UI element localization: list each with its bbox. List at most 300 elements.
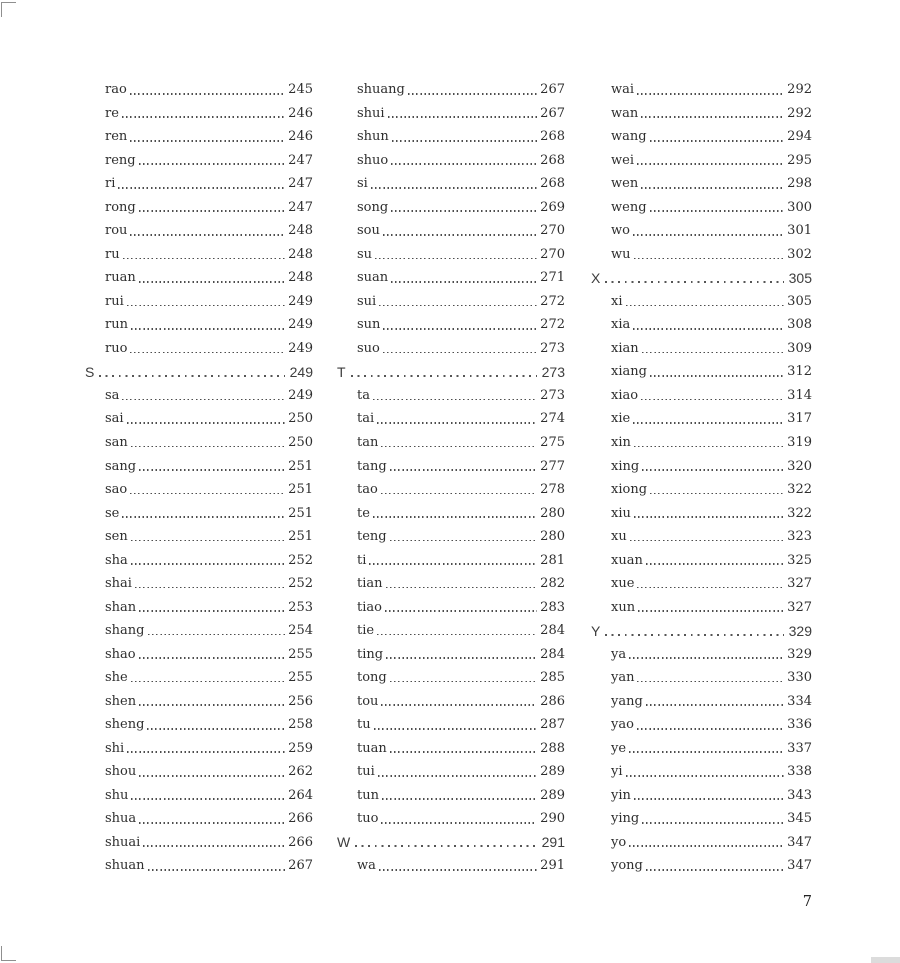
toc-entry-row — [337, 243, 565, 267]
toc-page-ref: 247 — [288, 199, 313, 215]
dot-leader — [408, 93, 537, 95]
dot-leader — [375, 258, 537, 260]
toc-label: tong — [357, 670, 387, 686]
toc-page-ref: 249 — [288, 293, 313, 309]
dot-leader — [378, 775, 537, 777]
dot-leader — [390, 469, 538, 471]
toc-entry-row — [85, 78, 313, 102]
toc-entry-row — [337, 102, 565, 126]
toc-label: suo — [357, 340, 380, 356]
toc-page-ref: 268 — [540, 152, 565, 168]
toc-entry-row — [591, 501, 812, 525]
toc-entry-row — [591, 595, 812, 619]
toc-label: tan — [357, 434, 379, 450]
toc-page-ref: 292 — [787, 82, 812, 98]
toc-page-ref: 291 — [541, 834, 565, 851]
dot-leader — [629, 751, 784, 753]
toc-entry-row — [85, 689, 313, 713]
toc-label: xuan — [611, 552, 643, 568]
toc-entry-row — [85, 642, 313, 666]
toc-page-ref: 277 — [540, 458, 565, 474]
toc-label: shun — [357, 129, 389, 145]
dot-leader — [131, 563, 285, 565]
toc-label: xiang — [611, 364, 647, 380]
toc-entry-row — [85, 807, 313, 831]
toc-label: shen — [105, 693, 137, 709]
dot-leader — [630, 540, 784, 542]
toc-page-ref: 270 — [540, 246, 565, 262]
toc-label: shai — [105, 576, 132, 592]
dot-leader — [351, 375, 537, 377]
dot-leader — [127, 305, 285, 307]
toc-page-ref: 273 — [540, 387, 565, 403]
toc-entry-row — [337, 78, 565, 102]
dot-leader — [642, 469, 784, 471]
toc-entry-row — [337, 337, 565, 361]
dot-leader — [369, 563, 537, 565]
dot-leader — [135, 587, 285, 589]
dot-leader — [641, 187, 784, 189]
dot-leader — [637, 93, 784, 95]
dot-leader — [148, 869, 286, 871]
toc-entry-row — [337, 478, 565, 502]
toc-page-ref: 251 — [288, 458, 313, 474]
toc-entry-row — [85, 854, 313, 878]
dot-leader — [374, 728, 538, 730]
toc-label: shua — [105, 811, 137, 827]
toc-label: xia — [611, 317, 631, 333]
dot-leader — [637, 587, 784, 589]
toc-entry-row — [85, 290, 313, 314]
toc-label: wen — [611, 176, 639, 192]
toc-page-ref: 249 — [288, 317, 313, 333]
dot-leader — [650, 140, 785, 142]
dot-leader — [379, 305, 537, 307]
toc-entry-row — [337, 619, 565, 643]
toc-entry-row — [591, 783, 812, 807]
toc-label: su — [357, 246, 373, 262]
toc-page-ref: 347 — [787, 834, 812, 850]
toc-label: sui — [357, 293, 377, 309]
toc-entry-row — [85, 525, 313, 549]
toc-label: wei — [611, 152, 634, 168]
toc-section-row — [337, 831, 565, 855]
toc-entry-row — [337, 125, 565, 149]
toc-entry-row — [85, 783, 313, 807]
toc-entry-row — [85, 831, 313, 855]
dot-leader — [377, 422, 537, 424]
toc-entry-row — [337, 572, 565, 596]
dot-leader — [633, 422, 784, 424]
toc-entry-row — [591, 384, 812, 408]
toc-label: ruan — [105, 270, 136, 286]
toc-label: she — [105, 670, 128, 686]
toc-page-ref: 250 — [288, 434, 313, 450]
toc-label: shuai — [105, 834, 141, 850]
toc-page-ref: 246 — [288, 129, 313, 145]
toc-page-ref: 337 — [787, 740, 812, 756]
toc-page-ref: 247 — [288, 176, 313, 192]
dot-leader — [646, 704, 784, 706]
toc-label: xie — [611, 411, 631, 427]
toc-page-ref: 302 — [787, 246, 812, 262]
toc-label: ren — [105, 129, 128, 145]
toc-page-ref: 347 — [787, 858, 812, 874]
toc-page-ref: 255 — [288, 646, 313, 662]
toc-section-row — [337, 360, 565, 384]
toc-page-ref: 345 — [787, 811, 812, 827]
toc-label: sang — [105, 458, 137, 474]
dot-leader — [633, 328, 784, 330]
toc-entry-row — [591, 548, 812, 572]
toc-page-ref: 267 — [288, 858, 313, 874]
toc-label: shi — [105, 740, 125, 756]
toc-page-ref: 314 — [787, 387, 812, 403]
toc-label: wai — [611, 82, 635, 98]
toc-page-ref: 295 — [787, 152, 812, 168]
crop-mark-bottom-left-icon — [1, 946, 16, 961]
toc-entry-row — [591, 125, 812, 149]
toc-label: se — [105, 505, 120, 521]
toc-page-ref: 338 — [787, 764, 812, 780]
toc-label: suan — [357, 270, 389, 286]
toc-entry-row — [85, 172, 313, 196]
toc-label: yin — [611, 787, 631, 803]
dot-leader — [388, 116, 538, 118]
toc-label: tou — [357, 693, 379, 709]
toc-page-ref: 325 — [787, 552, 812, 568]
toc-page-ref: 251 — [288, 505, 313, 521]
page-number: 7 — [802, 894, 812, 910]
toc-label: sheng — [105, 717, 145, 733]
dot-leader — [127, 422, 286, 424]
toc-label: tian — [357, 576, 383, 592]
dot-leader — [130, 93, 285, 95]
toc-entry-row — [337, 290, 565, 314]
toc-page-ref: 312 — [787, 364, 812, 380]
dot-leader — [650, 375, 784, 377]
toc-entry-row — [85, 548, 313, 572]
toc-label: sen — [105, 529, 128, 545]
toc-entry-row — [85, 313, 313, 337]
toc-page-ref: 264 — [288, 787, 313, 803]
toc-label: xi — [611, 293, 623, 309]
toc-page-ref: 305 — [788, 269, 812, 286]
toc-page-ref: 323 — [787, 529, 812, 545]
dot-leader — [379, 869, 537, 871]
toc-entry-row — [591, 407, 812, 431]
dot-leader — [381, 704, 537, 706]
dot-leader — [377, 634, 537, 636]
toc-page-ref: 267 — [540, 105, 565, 121]
toc-page-ref: 289 — [540, 764, 565, 780]
dot-leader — [118, 187, 285, 189]
toc-page-ref: 249 — [288, 340, 313, 356]
toc-entry-row — [337, 384, 565, 408]
toc-entry-row — [591, 290, 812, 314]
dot-leader — [638, 610, 784, 612]
toc-page-ref: 334 — [787, 693, 812, 709]
toc-page-ref: 327 — [787, 599, 812, 615]
dot-leader — [371, 187, 537, 189]
dot-leader — [130, 352, 285, 354]
dot-leader — [139, 281, 285, 283]
toc-label: sou — [357, 223, 380, 239]
toc-label: sao — [105, 482, 128, 498]
toc-entry-row — [591, 313, 812, 337]
toc-entry-row — [591, 666, 812, 690]
toc-page-ref: 254 — [288, 623, 313, 639]
toc-entry-row — [337, 172, 565, 196]
toc-entry-row — [85, 196, 313, 220]
dot-leader — [391, 281, 537, 283]
toc-entry-row — [85, 454, 313, 478]
toc-entry-row — [591, 172, 812, 196]
dot-leader — [383, 352, 537, 354]
toc-page-ref: 269 — [540, 199, 565, 215]
toc-entry-row — [337, 854, 565, 878]
toc-page-ref: 252 — [288, 576, 313, 592]
toc-entry-row — [591, 219, 812, 243]
toc-page-ref: 322 — [787, 505, 812, 521]
toc-entry-row — [337, 713, 565, 737]
toc-entry-row — [591, 243, 812, 267]
dot-leader — [130, 140, 285, 142]
toc-entry-row — [591, 831, 812, 855]
toc-page-ref: 245 — [288, 82, 313, 98]
dot-leader — [381, 493, 537, 495]
toc-page-ref: 329 — [787, 646, 812, 662]
scan-artifact — [871, 957, 900, 963]
toc-label: xu — [611, 529, 627, 545]
dot-leader — [139, 704, 285, 706]
toc-label: yan — [611, 670, 635, 686]
dot-leader — [650, 210, 785, 212]
toc-label: reng — [105, 152, 136, 168]
toc-label: rong — [105, 199, 136, 215]
dot-leader — [390, 751, 537, 753]
toc-page-ref: 271 — [540, 270, 565, 286]
toc-page-ref: 286 — [540, 693, 565, 709]
toc-page-ref: 274 — [540, 411, 565, 427]
dot-leader — [646, 563, 784, 565]
dot-leader — [373, 516, 537, 518]
toc-entry-row — [591, 525, 812, 549]
toc-label: re — [105, 105, 119, 121]
toc-page-ref: 273 — [540, 340, 565, 356]
toc-page-ref: 278 — [540, 482, 565, 498]
toc-entry-row — [591, 149, 812, 173]
dot-leader — [373, 399, 537, 401]
toc-page-ref: 308 — [787, 317, 812, 333]
toc-entry-row — [337, 431, 565, 455]
dot-leader — [139, 775, 285, 777]
dot-leader — [391, 210, 537, 212]
dot-leader — [139, 610, 285, 612]
dot-leader — [143, 845, 285, 847]
toc-page-ref: 329 — [788, 622, 812, 639]
dot-leader — [637, 163, 784, 165]
dot-leader — [139, 822, 285, 824]
toc-label: xin — [611, 434, 631, 450]
dot-leader — [634, 258, 785, 260]
toc-label: teng — [357, 529, 387, 545]
toc-label: tang — [357, 458, 387, 474]
dot-leader — [131, 798, 285, 800]
toc-page-ref: 320 — [787, 458, 812, 474]
toc-label: shang — [105, 623, 145, 639]
toc-page-ref: 289 — [540, 787, 565, 803]
dot-leader — [626, 775, 785, 777]
toc-label: ti — [357, 552, 367, 568]
dot-leader — [139, 657, 286, 659]
toc-page-ref: 305 — [787, 293, 812, 309]
toc-entry-row — [85, 125, 313, 149]
dot-leader — [383, 328, 537, 330]
toc-page-ref: 253 — [288, 599, 313, 615]
dot-leader — [130, 234, 285, 236]
toc-page-ref: 248 — [288, 246, 313, 262]
toc-label: sai — [105, 411, 124, 427]
toc-entry-row — [337, 454, 565, 478]
toc-entry-row — [591, 78, 812, 102]
toc-label: si — [357, 176, 368, 192]
toc-label: ta — [357, 387, 370, 403]
dot-leader — [386, 587, 538, 589]
toc-label: ying — [611, 811, 640, 827]
toc-page-ref: 280 — [540, 529, 565, 545]
toc-entry-row — [591, 102, 812, 126]
toc-entry-row — [337, 525, 565, 549]
toc-label: wu — [611, 246, 631, 262]
toc-entry-row — [591, 760, 812, 784]
dot-leader — [392, 140, 537, 142]
dot-leader — [148, 634, 286, 636]
toc-entry-row — [85, 619, 313, 643]
toc-entry-row — [85, 713, 313, 737]
toc-label: X — [591, 269, 601, 286]
toc-page-ref: 259 — [288, 740, 313, 756]
toc-label: T — [337, 363, 346, 380]
toc-page-ref: 292 — [787, 105, 812, 121]
toc-label: shao — [105, 646, 136, 662]
toc-column-2 — [337, 78, 565, 878]
toc-label: tu — [357, 717, 371, 733]
toc-page-ref: 317 — [787, 411, 812, 427]
toc-page-ref: 275 — [540, 434, 565, 450]
toc-page-ref: 330 — [787, 670, 812, 686]
dot-leader — [382, 798, 537, 800]
toc-label: S — [85, 363, 95, 380]
toc-label: yang — [611, 693, 643, 709]
toc-page-ref: 249 — [289, 363, 313, 380]
toc-label: rao — [105, 82, 127, 98]
toc-entry-row — [85, 102, 313, 126]
dot-leader — [626, 305, 785, 307]
toc-page-ref: 288 — [540, 740, 565, 756]
dot-leader — [355, 845, 536, 847]
toc-entry-row — [337, 548, 565, 572]
toc-label: san — [105, 434, 128, 450]
toc-entry-row — [85, 219, 313, 243]
toc-entry-row — [591, 736, 812, 760]
toc-page-ref: 247 — [288, 152, 313, 168]
dot-leader — [641, 116, 784, 118]
toc-label: te — [357, 505, 370, 521]
dot-leader — [634, 798, 784, 800]
dot-leader — [642, 822, 784, 824]
dot-leader — [381, 822, 537, 824]
dot-leader — [385, 610, 537, 612]
toc-entry-row — [85, 243, 313, 267]
toc-label: sun — [357, 317, 381, 333]
toc-page-ref: 319 — [787, 434, 812, 450]
toc-entry-row — [85, 572, 313, 596]
toc-entry-row — [337, 313, 565, 337]
toc-entry-row — [85, 149, 313, 173]
toc-label: tai — [357, 411, 375, 427]
toc-page-ref: 252 — [288, 552, 313, 568]
toc-label: tiao — [357, 599, 382, 615]
toc-label: ye — [611, 740, 627, 756]
toc-entry-row — [337, 642, 565, 666]
toc-page-ref: 294 — [787, 129, 812, 145]
toc-entry-row — [85, 384, 313, 408]
dot-leader — [131, 328, 285, 330]
toc-label: yi — [611, 764, 623, 780]
toc-page-ref: 270 — [540, 223, 565, 239]
toc-entry-row — [85, 666, 313, 690]
toc-column-1 — [85, 78, 313, 878]
toc-page-ref: 327 — [787, 576, 812, 592]
toc-label: weng — [611, 199, 647, 215]
toc-page-ref: 291 — [540, 858, 565, 874]
toc-label: wa — [357, 858, 376, 874]
toc-label: xue — [611, 576, 635, 592]
dot-leader — [131, 446, 285, 448]
toc-page-ref: 301 — [787, 223, 812, 239]
toc-entry-row — [337, 219, 565, 243]
dot-leader — [139, 210, 285, 212]
dot-leader — [383, 234, 537, 236]
toc-label: tie — [357, 623, 375, 639]
toc-label: shou — [105, 764, 137, 780]
toc-page-ref: 246 — [288, 105, 313, 121]
toc-entry-row — [591, 454, 812, 478]
toc-page-ref: 300 — [787, 199, 812, 215]
toc-entry-row — [591, 478, 812, 502]
toc-entry-row — [337, 501, 565, 525]
toc-entry-row — [337, 595, 565, 619]
dot-leader — [130, 493, 285, 495]
toc-section-row — [85, 360, 313, 384]
dot-leader — [127, 751, 285, 753]
dot-leader — [147, 728, 285, 730]
toc-label: tui — [357, 764, 375, 780]
dot-leader — [391, 163, 537, 165]
dot-leader — [390, 681, 537, 683]
toc-page-ref: 309 — [787, 340, 812, 356]
toc-entry-row — [337, 736, 565, 760]
toc-label: xiu — [611, 505, 631, 521]
toc-page-ref: 266 — [288, 811, 313, 827]
toc-entry-row — [337, 149, 565, 173]
toc-label: wo — [611, 223, 630, 239]
toc-label: tao — [357, 482, 378, 498]
toc-page-ref: 250 — [288, 411, 313, 427]
toc-label: xun — [611, 599, 636, 615]
toc-page-ref: 251 — [288, 529, 313, 545]
